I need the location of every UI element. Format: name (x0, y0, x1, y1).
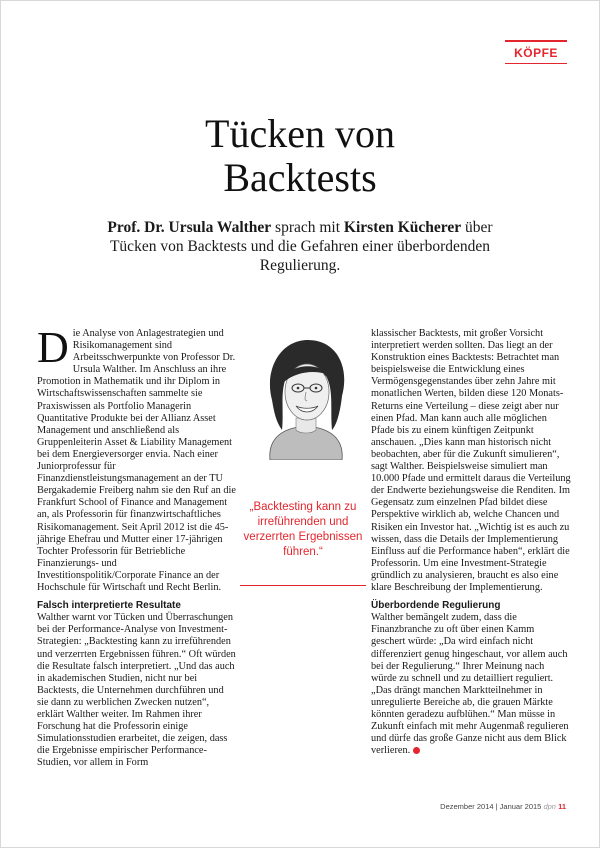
column-left (37, 323, 237, 769)
column-right (371, 328, 571, 757)
page-number: 11 (558, 802, 566, 811)
body-right-2: Walther bemängelt zudem, dass die Finanzbranche zu oft über einen Kamm geschert würde: „Da wird einfach nicht differenziert genug hingeschaut, vor allem auch bei der Regulierung.“ Ihrer Meinung nach würde zu schnell und zu detailliert reguliert. „Das drängt manchen Marktteilnehmer in unregulierte Bereiche ab, die grauen Märkte könnten geradezu aufblühen.“ Man müsse in Zukunft einfach mit mehr Augenmaß regulieren und dürfe das große Ganze nicht aus dem Blick verlieren. (371, 612, 569, 757)
page-footer (380, 802, 566, 811)
subhead-regulierung: Überbordende Regulierung (371, 600, 501, 612)
drop-cap: D (37, 323, 69, 372)
portrait-illustration (250, 330, 362, 460)
end-dot-icon (413, 747, 420, 754)
body-right-2-paragraph (371, 612, 571, 757)
intro-paragraph (37, 323, 237, 594)
subhead-falsch: Falsch interpretierte Resultate (37, 600, 181, 612)
section-rule-bottom (505, 63, 567, 64)
intro-text: ie Analyse von Anlagestrategien und Risikomanagement sind Arbeitsschwerpunkte von Professor Dr. Ursula Walther. Im Anschluss an ihre Promotion in Mathematik und ihr Diplom in Wirtschaftswissenschaften sammelte sie Praxiswissen als Portfolio Managerin Quantitative Produkte bei der Allianz Asset Management und anschließend als Gruppenleiterin Asset & Liability Management bei dem Energieversorger envia. Nach einer Juniorprofessur für Finanzdienstleistungsmanagement an der TU Bergakademie Freiberg nahm sie den Ruf an die Frankfurt School of Finance and Management an, als Professorin für finanzwirtschaftliches Risikomanagement. Seit April 2012 ist die 45-jährige Ehefrau und Mutter einer 17-jährigen Tochter Professorin für Betriebliche Finanzierungs- und Investitionspolitik/Corporate Finance an der Hochschule für Wirtschaft und Recht Berlin. (37, 328, 236, 593)
title-line-2: Backtests (223, 155, 377, 200)
footer-brand: dpn (543, 802, 556, 811)
lead-name-author: Kirsten Kücherer (343, 219, 462, 236)
lead-name-interviewee: Prof. Dr. Ursula Walther (107, 219, 272, 236)
lead-connector: sprach mit (271, 219, 344, 236)
article-lead (100, 218, 500, 275)
body-left: Walther warnt vor Tücken und Überraschungen bei der Performance-Analyse von Investment-Strategien: „Backtesting kann zu irreführenden und verzerrten Ergebnissen führen.“ Oft würden die Resultate falsch interpretiert. „Und das auch in akademischen Studien, nicht nur bei Backtests, die Unternehmen durchführen und sie dann zu werblichen Zwecken nutzen“, erklärt Walther weiter. Im Rahmen ihrer Forschung hat die Professorin einige Simulationsstudien erarbeitet, die zeigen, dass die Ergebnisse empirischer Performance-Studien, vor allem in Form (37, 612, 236, 769)
pull-quote-rule (240, 585, 366, 586)
title-line-1: Tücken von (205, 111, 395, 156)
lead-rest: über Tücken von Backtests und die Gefahren einer überbordenden Regulierung. (109, 219, 493, 274)
pull-quote: „Backtesting kann zu irreführenden und verzerrten Ergebnissen führen.“ (243, 501, 363, 558)
section-rule-top (505, 40, 567, 42)
footer-date: Dezember 2014 | Januar 2015 (440, 802, 542, 811)
section-tag: KÖPFE (514, 46, 558, 60)
body-right: klassischer Backtests, mit großer Vorsicht interpretiert werden sollten. Das liegt an der Konstruktion eines Backtests: Betrachtet man beispielsweise die Entwicklung eines Vermögensgegenstandes über zehn Jahre mit monatlichen Werten, bilden diese 120 Monats-Returns eine Verteilung – diese zeigt aber nur einen Pfad. Man kann auch alle möglichen Pfade bis zu einem künftigen Zeitpunkt anschauen. „Dies kann man historisch nicht beobachten, aber für die Zukunft simulieren“, sagt Walther. Beispielsweise simuliert man 10.000 Pfade und ermittelt daraus die Verteilung der Endwerte beziehungsweise die Renditen. Im Gegensatz zum einzelnen Pfad bildet diese Perspektive wirklich ab, welche Chancen und Risiken ein Investor hat. „Wichtig ist es auch zu wissen, dass die Details der Implementierung Einfluss auf die Performance haben“, erklärt die Professorin. Um eine Investment-Strategie gründlich zu analysieren, braucht es also eine klare Beschreibung der Implementierung. (371, 328, 571, 593)
article-title (60, 112, 540, 200)
